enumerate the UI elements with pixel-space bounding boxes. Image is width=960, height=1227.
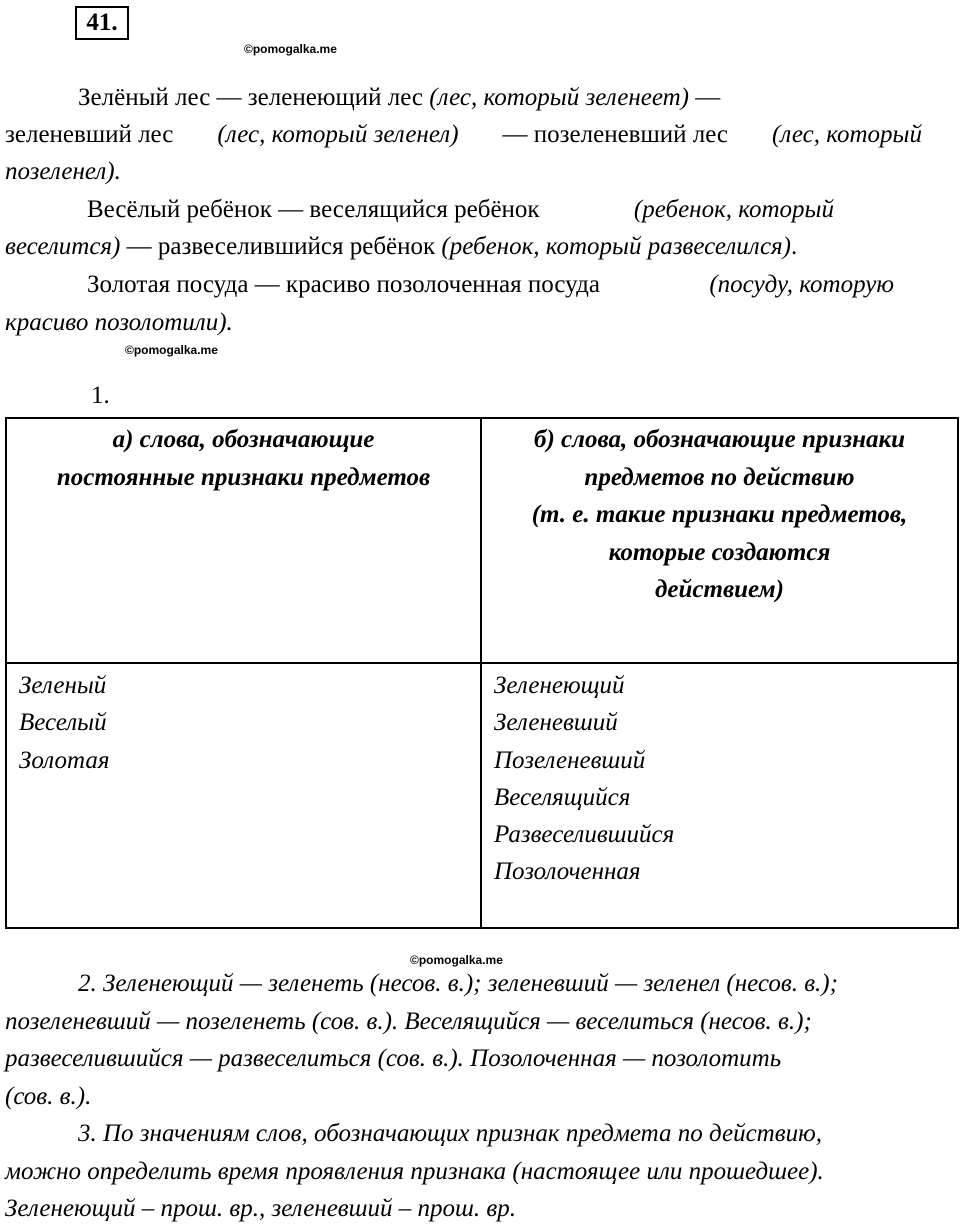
header-col-a: а) слова, обозначающие постоянные признаки предметов — [6, 418, 481, 663]
col-a-words — [6, 663, 481, 928]
intro-line: позеленел). — [5, 158, 121, 185]
list-item: Позеленевший — [494, 746, 646, 774]
task-1-label: 1. — [91, 382, 110, 409]
intro-line: Зелёный лес — зеленеющий лес (лес, который зеленеет) — — [78, 84, 721, 111]
col-b-words — [481, 663, 958, 928]
task-2-line: 2. Зеленеющий — зеленеть (несов. в.); зеленевший — зеленел (несов. в.); — [78, 970, 838, 997]
list-item: Зеленый — [19, 672, 107, 699]
list-item: Золотая — [19, 746, 110, 774]
intro-line: веселится) — развеселившийся ребёнок (ребенок, который развеселился). — [5, 233, 798, 260]
header-col-b: б) слова, обозначающие признаки предметов по действию (т. е. такие признаки предметов, которые создаются действием) — [481, 418, 958, 663]
list-item: Позолоченная — [494, 858, 641, 886]
list-item: Веселящийся — [494, 783, 631, 811]
list-item: Зеленеющий — [494, 672, 625, 699]
intro-line: красиво позолотили). — [5, 309, 233, 336]
intro-line: зеленевший лес (лес, который зеленел) — позеленевший лес (лес, который — [5, 121, 922, 148]
exercise-number: 41. — [75, 6, 129, 40]
task-3-line: Зеленеющий – прош. вр., зеленевший – прош. вр. — [5, 1195, 516, 1222]
list-item: Веселый — [19, 709, 107, 737]
watermark: ©pomogalka.me — [125, 343, 218, 357]
task-2-line: позеленевший — позеленеть (сов. в.). Веселящийся — веселиться (несов. в.); — [5, 1008, 812, 1035]
intro-line: Золотая посуда — красиво позолоченная посуда (посуду, которую — [87, 271, 894, 298]
watermark: ©pomogalka.me — [410, 953, 503, 967]
intro-line: Весёлый ребёнок — веселящийся ребёнок (ребенок, который — [87, 196, 834, 223]
task-2-line: развеселившийся — развеселиться (сов. в.). Позолоченная — позолотить — [5, 1045, 782, 1072]
task-2-line: (сов. в.). — [5, 1083, 92, 1110]
list-item: Зеленевший — [494, 709, 618, 737]
task-3-line: 3. По значениям слов, обозначающих признак предмета по действию, — [78, 1120, 822, 1147]
task-3-line: можно определить время проявления признака (настоящее или прошедшее). — [5, 1158, 824, 1185]
watermark: ©pomogalka.me — [244, 42, 337, 56]
word-table — [5, 417, 959, 929]
list-item: Развеселившийся — [494, 821, 675, 849]
